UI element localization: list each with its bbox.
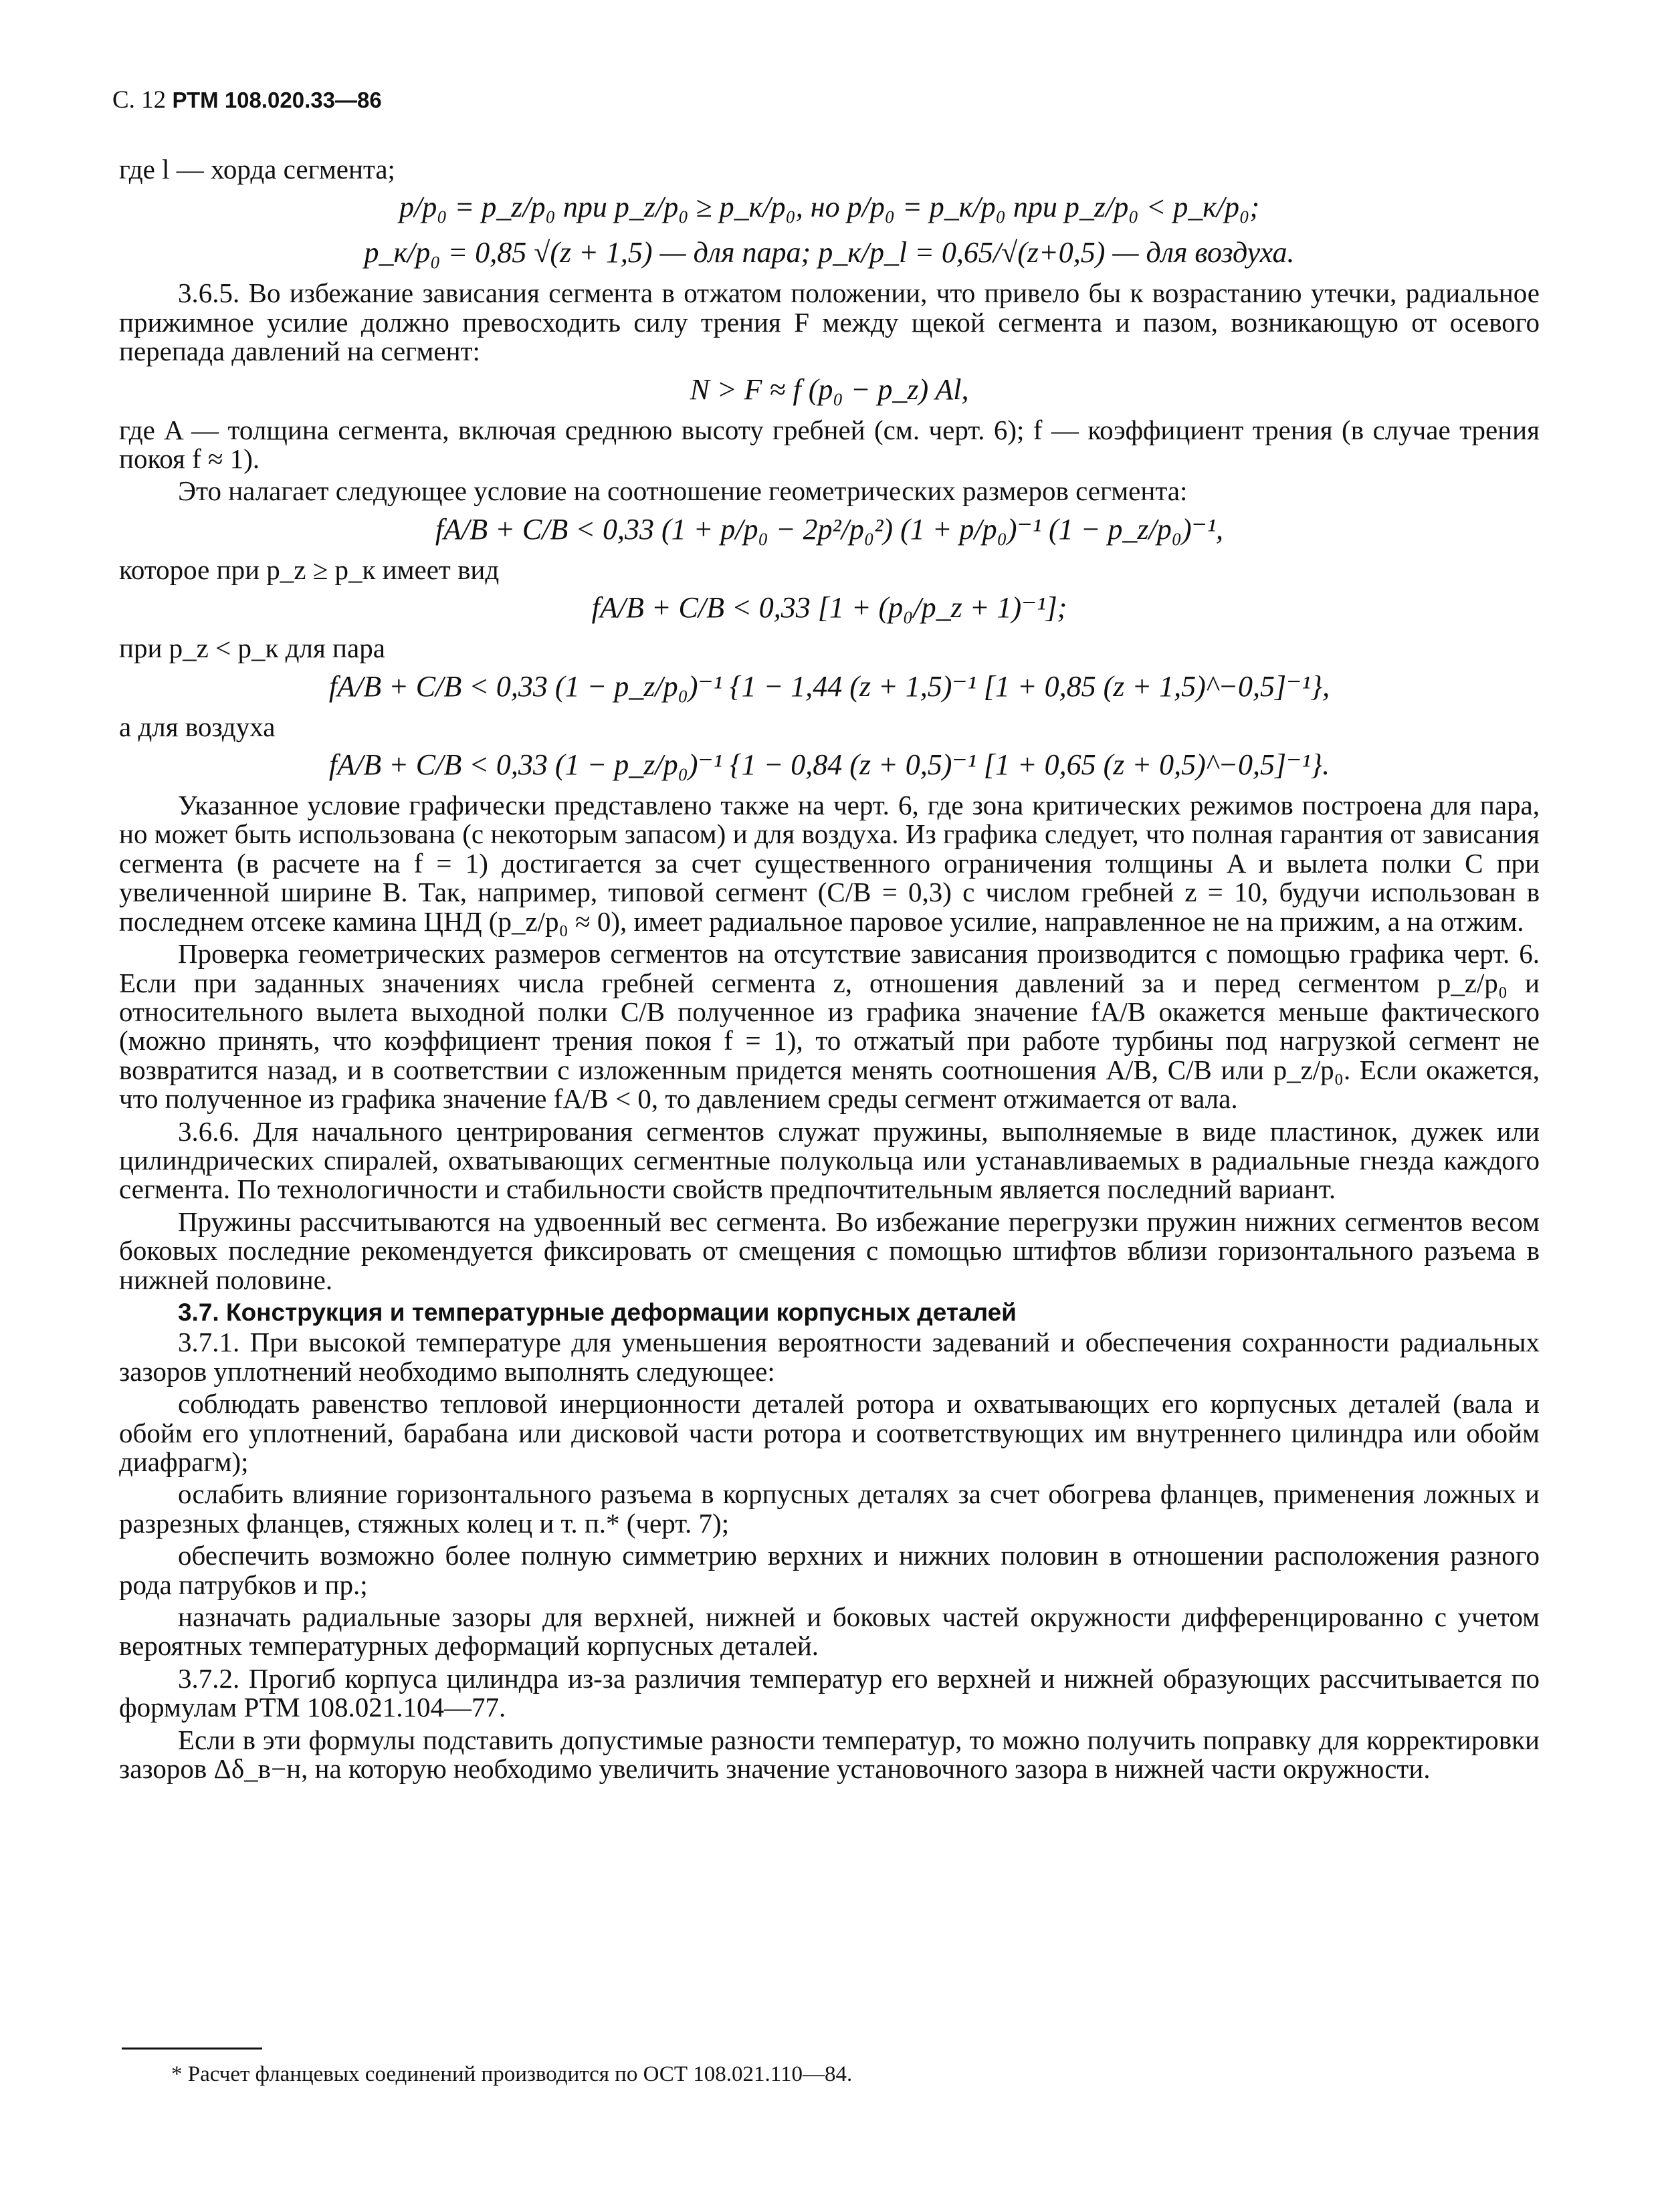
paragraph: которое при p_z ≥ p_к имеет вид <box>119 554 500 585</box>
paragraph: где A — толщина сегмента, включая среднюю высоту гребней (см. черт. 6); f — коэффициент трения (в случае трения покоя f ≈ 1). <box>119 414 1540 475</box>
formula: p/p₀ = p_z/p₀ при p_z/p₀ ≥ p_к/p₀, но p/p₀ = p_к/p₀ при p_z/p₀ < p_к/p₀; <box>399 191 1259 224</box>
paragraph: ослабить влияние горизонтального разъема в корпусных деталях за счет обогрева фланцев, применения ложных и разрезных фланцев, стяжных колец и т. п.* (черт. 7); <box>119 1478 1540 1539</box>
footnote: * Расчет фланцевых соединений производится по ОСТ 108.021.110—84. <box>171 2062 853 2086</box>
paragraph: Указанное условие графически представлено также на черт. 6, где зона критических режимов построена для пара, но может быть использована (с некоторым запасом) и для воздуха. Из графика следует, что полная гарантия от зависания сегмента (в расчете на f = 1) достигается за счет существенного ограничения толщины A и вылета полки C при увеличенной ширине B. Так, например, типовой сегмент (C/B = 0,3) с числом гребней z = 10, будучи использован в последнем отсеке камина ЦНД (p_z/p₀ ≈ 0), имеет радиальное паровое усилие, направленное не на прижим, а на отжим. <box>119 790 1540 937</box>
page-number: С. 12 <box>112 86 167 114</box>
paragraph: а для воздуха <box>119 711 276 742</box>
paragraph: при p_z < p_к для пара <box>119 633 385 664</box>
paragraph: назначать радиальные зазоры для верхней, нижней и боковых частей окружности дифференцированно с учетом вероятных температурных деформаций корпусных деталей. <box>119 1601 1540 1662</box>
page-header <box>112 86 382 114</box>
paragraph: Пружины рассчитываются на удвоенный вес сегмента. Во избежание перегрузки пружин нижних сегментов весом боковых последние рекомендуется фиксировать от смещения с помощью штифтов вблизи горизонтального разъема в нижней половине. <box>119 1206 1540 1295</box>
formula: fA/B + C/B < 0,33 (1 + p/p₀ − 2p²/p₀²) (1 + p/p₀)⁻¹ (1 − p_z/p₀)⁻¹, <box>435 512 1224 546</box>
paragraph: Это налагает следующее условие на соотношение геометрических размеров сегмента: <box>178 475 1188 507</box>
formula: fA/B + C/B < 0,33 [1 + (p₀/p_z + 1)⁻¹]; <box>591 591 1067 625</box>
formula: N > F ≈ f (p₀ − p_z) Al, <box>690 372 969 406</box>
document-id: РТМ 108.020.33—86 <box>172 88 382 112</box>
footnote-divider <box>122 2048 262 2050</box>
formula: fA/B + C/B < 0,33 (1 − p_z/p₀)⁻¹ {1 − 1,44 (z + 1,5)⁻¹ [1 + 0,85 (z + 1,5)^−0,5]⁻¹}, <box>328 669 1330 703</box>
paragraph: 3.7.1. При высокой температуре для уменьшения вероятности задеваний и обеспечения сохранности радиальных зазоров уплотнений необходимо выполнять следующее: <box>119 1327 1540 1387</box>
paragraph: обеспечить возможно более полную симметрию верхних и нижних половин в отношении расположения разного рода патрубков и пр.; <box>119 1540 1540 1600</box>
paragraph: 3.6.5. Во избежание зависания сегмента в отжатом положении, что привело бы к возрастанию утечки, радиальное прижимное усилие должно превосходить силу трения F между щекой сегмента и пазом, возникающую от осевого перепада давлений на сегмент: <box>119 278 1540 367</box>
paragraph: соблюдать равенство тепловой инерционности деталей ротора и охватывающих его корпусных деталей (вала и обойм его уплотнений, барабана или дисковой части ротора и соответствующих им внутреннего цилиндра или обойм диафрагм); <box>119 1388 1540 1477</box>
body-text <box>119 155 1540 1787</box>
paragraph: Если в эти формулы подставить допустимые разности температур, то можно получить поправку для корректировки зазоров Δδ_в−н, на которую необходимо увеличить значение установочного зазора в нижней части окружности. <box>119 1724 1540 1785</box>
paragraph: где l — хорда сегмента; <box>119 154 395 185</box>
formula: p_к/p₀ = 0,85 √(z + 1,5) — для пара; p_к/p_l = 0,65/√(z+0,5) — для воздуха. <box>364 236 1295 269</box>
section-heading: 3.7. Конструкция и температурные деформации корпусных деталей <box>178 1298 1017 1326</box>
paragraph: Проверка геометрических размеров сегментов на отсутствие зависания производится с помощью графика черт. 6. Если при заданных значениях числа гребней сегмента z, отношения давлений за и перед сегментом p_z/p₀ и относительного вылета выходной полки C/B полученное из графика значение fA/B окажется меньше фактического (можно принять, что коэффициент трения покоя f = 1), то отжатый при работе турбины под нагрузкой сегмент не возвратится назад, и в соответствии с изложенным придется менять соотношения A/B, C/B или p_z/p₀. Если окажется, что полученное из графика значение fA/B < 0, то давлением среды сегмент отжимается от вала. <box>119 938 1540 1115</box>
paragraph: 3.7.2. Прогиб корпуса цилиндра из-за различия температур его верхней и нижней образующих рассчитывается по формулам РТМ 108.021.104—77. <box>119 1662 1540 1723</box>
paragraph: 3.6.6. Для начального центрирования сегментов служат пружины, выполняемые в виде пластинок, дужек или цилиндрических спиралей, охватывающих сегментные полукольца или устанавливаемых в радиальные гнезда каждого сегмента. По технологичности и стабильности свойств предпочтительным является последний вариант. <box>119 1115 1540 1205</box>
formula: fA/B + C/B < 0,33 (1 − p_z/p₀)⁻¹ {1 − 0,84 (z + 0,5)⁻¹ [1 + 0,65 (z + 0,5)^−0,5]⁻¹}. <box>328 748 1330 782</box>
